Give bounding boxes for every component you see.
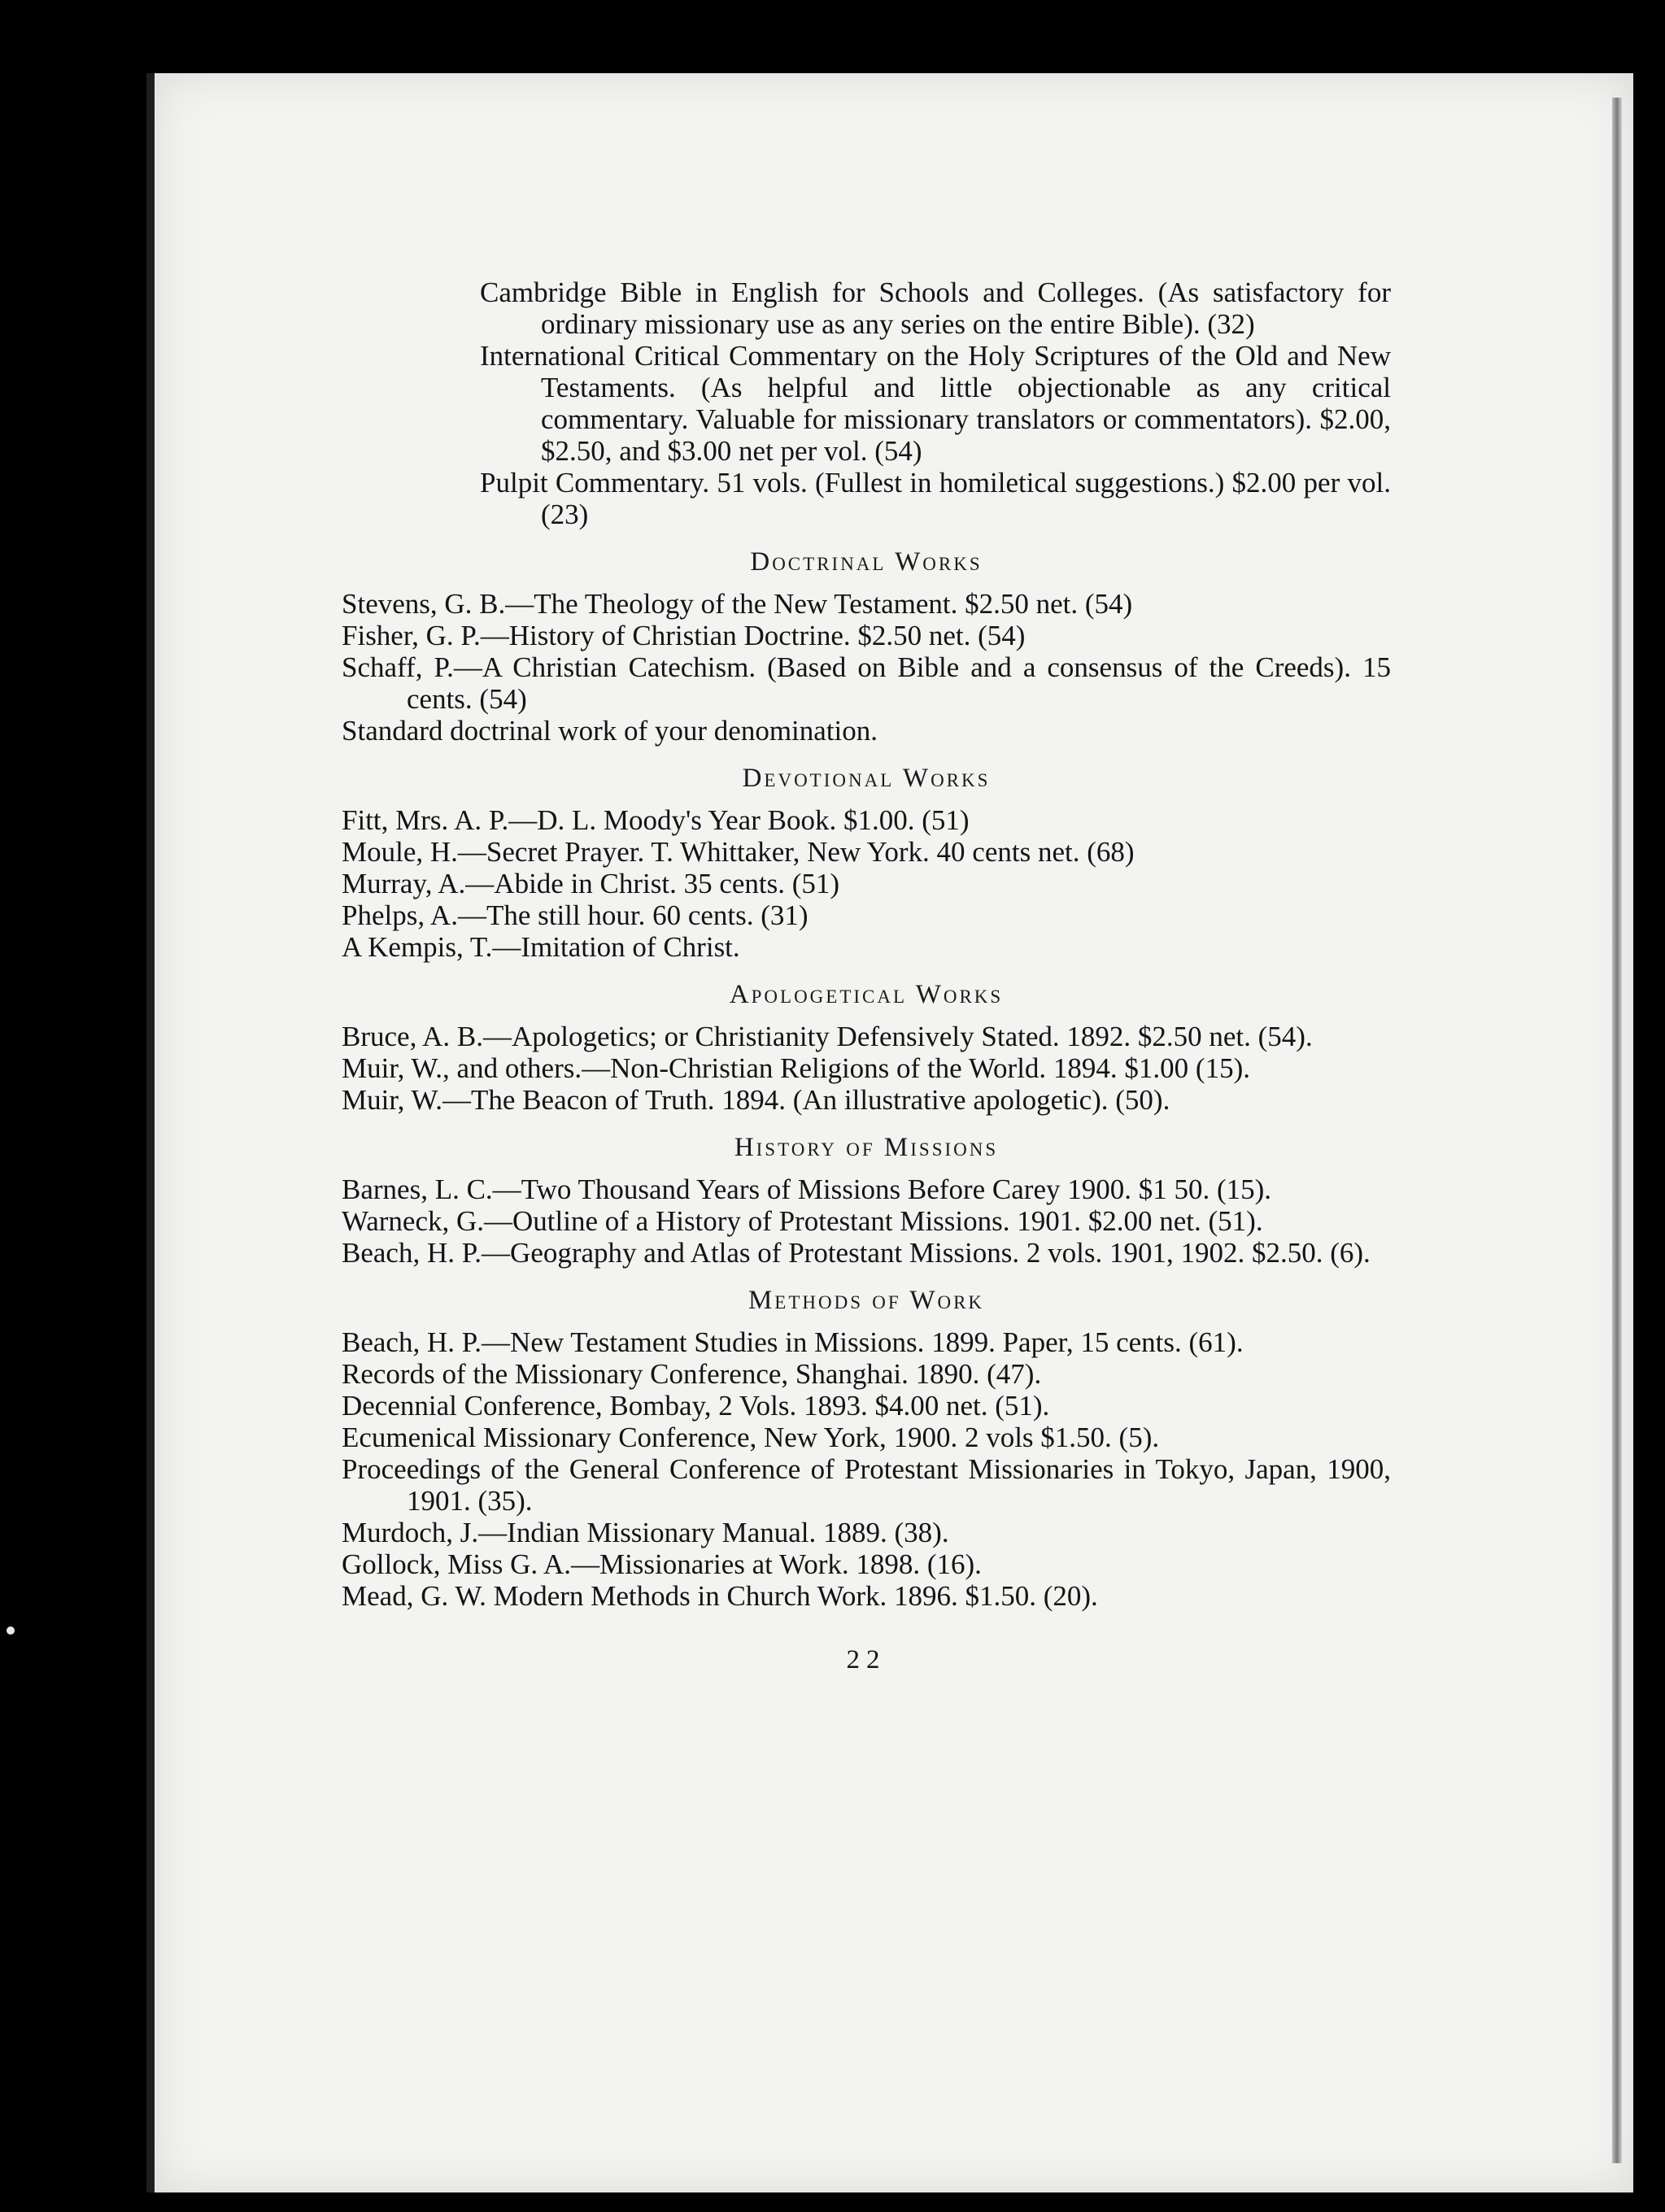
- bibliography-entry: Standard doctrinal work of your denomination.: [342, 715, 878, 747]
- section-heading-apologetical: Apologetical Works: [729, 980, 1004, 1009]
- bibliography-entry: Schaff, P.—A Christian Catechism. (Based on Bible and a consensus of the Creeds). 15 cents. (54): [342, 651, 1391, 715]
- page-number: 22: [846, 1645, 887, 1674]
- bibliography-entry: Records of the Missionary Conference, Shanghai. 1890. (47).: [342, 1358, 1042, 1390]
- bibliography-entry: Mead, G. W. Modern Methods in Church Work. 1896. $1.50. (20).: [342, 1580, 1098, 1612]
- scan-speck: [7, 1626, 15, 1635]
- bibliography-entry: Bruce, A. B.—Apologetics; or Christianity Defensively Stated. 1892. $2.50 net. (54).: [342, 1021, 1313, 1052]
- bibliography-entry: Gollock, Miss G. A.—Missionaries at Work. 1898. (16).: [342, 1548, 982, 1580]
- bibliography-entry: Murdoch, J.—Indian Missionary Manual. 1889. (38).: [342, 1517, 949, 1548]
- bibliography-entry: Pulpit Commentary. 51 vols. (Fullest in homiletical suggestions.) $2.00 per vol. (23): [480, 467, 1391, 530]
- page-text: [342, 276, 1391, 1676]
- section-heading-devotional: Devotional Works: [742, 764, 991, 793]
- bibliography-entry: Decennial Conference, Bombay, 2 Vols. 1893. $4.00 net. (51).: [342, 1390, 1050, 1422]
- section-heading-history: History of Missions: [734, 1133, 999, 1162]
- bibliography-entry: Stevens, G. B.—The Theology of the New Testament. $2.50 net. (54): [342, 588, 1133, 620]
- bibliography-entry: Fitt, Mrs. A. P.—D. L. Moody's Year Book. $1.00. (51): [342, 804, 970, 836]
- bibliography-entry: Muir, W., and others.—Non-Christian Religions of the World. 1894. $1.00 (15).: [342, 1052, 1250, 1084]
- bibliography-entry: Cambridge Bible in English for Schools and Colleges. (As satisfactory for ordinary missionary use as any series on the entire Bible). (32): [480, 276, 1391, 340]
- bibliography-entry: Proceedings of the General Conference of Protestant Missionaries in Tokyo, Japan, 1900, 1901. (35).: [342, 1453, 1391, 1517]
- section-heading-doctrinal: Doctrinal Works: [750, 547, 983, 577]
- bibliography-entry: A Kempis, T.—Imitation of Christ.: [342, 931, 740, 963]
- bibliography-entry: Beach, H. P.—New Testament Studies in Missions. 1899. Paper, 15 cents. (61).: [342, 1326, 1244, 1358]
- bibliography-entry: International Critical Commentary on the Holy Scriptures of the Old and New Testaments. (As helpful and little objectionable as any critical commentary. Valuable for missionary translators or commentators). $2.00, $2.50, and $3.00 net per vol. (54): [480, 340, 1391, 467]
- bibliography-entry: Beach, H. P.—Geography and Atlas of Protestant Missions. 2 vols. 1901, 1902. $2.50. (6).: [342, 1237, 1371, 1269]
- bibliography-entry: Fisher, G. P.—History of Christian Doctrine. $2.50 net. (54): [342, 620, 1026, 651]
- page-edge: [1612, 98, 1622, 2163]
- bibliography-entry: Warneck, G.—Outline of a History of Protestant Missions. 1901. $2.00 net. (51).: [342, 1205, 1263, 1237]
- bibliography-entry: Murray, A.—Abide in Christ. 35 cents. (51): [342, 868, 840, 899]
- bibliography-entry: Phelps, A.—The still hour. 60 cents. (31): [342, 899, 809, 931]
- bibliography-entry: Moule, H.—Secret Prayer. T. Whittaker, New York. 40 cents net. (68): [342, 836, 1135, 868]
- bibliography-entry: Ecumenical Missionary Conference, New York, 1900. 2 vols $1.50. (5).: [342, 1422, 1160, 1453]
- bibliography-entry: Muir, W.—The Beacon of Truth. 1894. (An illustrative apologetic). (50).: [342, 1084, 1170, 1116]
- bibliography-entry: Barnes, L. C.—Two Thousand Years of Missions Before Carey 1900. $1 50. (15).: [342, 1173, 1272, 1205]
- section-heading-methods: Methods of Work: [748, 1286, 985, 1315]
